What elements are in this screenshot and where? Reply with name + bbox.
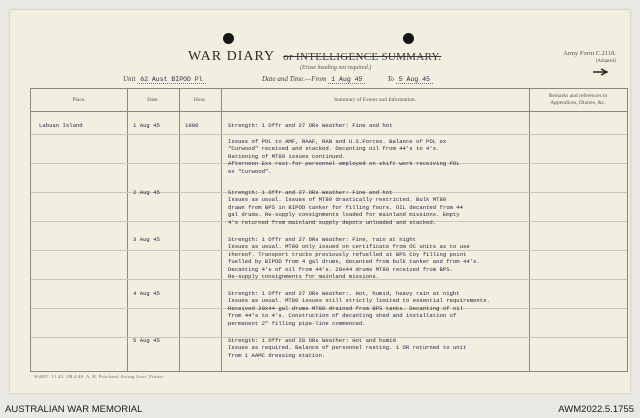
summary-entry: [228, 189, 463, 226]
summary-entry: [228, 290, 490, 327]
archive-name: AUSTRALIAN WAR MEMORIAL: [5, 404, 143, 415]
summary-line: Issues as required. Balance of personnel resting. 1 OR returned to unit: [228, 344, 467, 352]
col-divider: [127, 89, 128, 371]
archive-reference: AWM2022.5.1755: [558, 404, 634, 415]
unit-line: [123, 75, 206, 84]
summary-line: Decanting 4's of oil from 44's. 20x44 drums MT80 received from BPS.: [228, 265, 453, 273]
column-header-hour: Hour.: [193, 97, 207, 103]
summary-line: Issues as usual. MT80 only issued on certificate from OC units as to use: [228, 243, 470, 251]
summary-line: Issues as usual. MT80 issues still strictly limited to essential requirements.: [228, 297, 490, 305]
summary-line: Strength: 1 Offr and 27 ORs Weather: Fine and hot: [228, 189, 393, 196]
arrow-mark-icon: [593, 68, 611, 76]
to-label: To: [387, 75, 394, 83]
header-divider: [31, 111, 627, 112]
summary-line: fuelled by BIPOD from 4 gal drums, decanted from bulk tanker and from 44's.: [228, 258, 480, 266]
unit-value: 62 Aust BIPOD Pl: [137, 76, 205, 84]
heading-note: (Erase heading not required.): [300, 65, 372, 71]
unit-label: Unit: [123, 75, 136, 83]
column-header-remarks: [529, 93, 627, 107]
form-number-sub: (Adapted): [595, 59, 616, 64]
summary-line: "Curwood" received and stacked. Decanting oil from 44's to 4's.: [228, 145, 440, 153]
summary-line: ex "Curwood".: [228, 167, 272, 175]
column-header-date: Date.: [147, 97, 159, 103]
summary-line: drawn from BPS in BIPOD tanker for filling fours. OIL decanted from 44: [228, 203, 463, 211]
summary-line: Re-supply consignments for mainland missions.: [228, 273, 380, 281]
summary-entry: [228, 122, 392, 129]
date-cell: 1 Aug 45: [133, 122, 160, 129]
summary-line: Issues as usual. Issues of MT80 drastically restricted. Bulk MT80: [228, 196, 447, 204]
summary-line: from 44's to 4's. Construction of decanting shed and installation of: [228, 312, 457, 320]
summary-line: Afternoon Exx rest for personnel employed on shift work receiving POL: [228, 160, 460, 168]
form-number-main: Army Form C.2118.: [563, 50, 616, 57]
summary-line: permanent 2" filling pipe-line commenced.: [228, 319, 366, 327]
summary-line: Strength: 1 Offr and 28 ORs Weather: Hot and humid: [228, 337, 396, 344]
summary-entry: [228, 138, 460, 175]
to-value: 5 Aug 45: [396, 76, 433, 84]
printer-imprint: W4007. 11.43. 1M.4/40. A. H. Pritchard, Acting Govt. Printer.: [34, 374, 165, 379]
summary-line: thereof. Transport trucks previously refuelled at BPS Coy filling point: [228, 250, 467, 258]
summary-line: Strength: 1 Offr and 27 ORs Weather:. Hot, humid, heavy rain at night: [228, 290, 460, 297]
date-time-line: [262, 75, 433, 84]
summary-entry: [228, 337, 466, 359]
summary-line: from 1 AAMC dressing station.: [228, 351, 326, 359]
summary-line: gal drums. Re-supply consignments loaded for mainland missions. Empty: [228, 211, 460, 219]
remarks-header-line: Remarks and references to: [548, 93, 608, 99]
place-cell: Labuan Island: [39, 122, 83, 129]
summary-entry: [228, 236, 480, 280]
column-header-summary: Summary of Events and Information.: [333, 97, 417, 103]
form-number: [558, 50, 616, 66]
punch-hole-right: [403, 33, 414, 44]
date-cell: 3 Aug 45: [133, 236, 160, 243]
row-rule: [31, 134, 627, 135]
page-title: [188, 49, 441, 65]
summary-line: Rationing of MT80 issues continued.: [228, 152, 346, 160]
date-time-label: Date and Time.—From: [262, 75, 327, 83]
date-cell: 2 Aug 45: [133, 189, 160, 196]
column-header-place: Place.: [72, 97, 86, 103]
remarks-header-line: Appendices, Diaries, &c.: [550, 100, 606, 106]
diary-table: [30, 88, 628, 372]
punch-hole-left: [223, 33, 234, 44]
summary-line: Strength: 1 Offr and 27 ORs Weather: Fine and hot: [228, 122, 393, 129]
struck-heading: or INTELLIGENCE SUMMARY.: [283, 51, 442, 63]
summary-line: Received 20x44 gal drums MT80 drained from BPS tanks. Decanting of oil: [228, 304, 463, 312]
date-cell: 5 Aug 45: [133, 337, 160, 344]
hour-cell: 1800: [185, 122, 199, 129]
col-divider: [179, 89, 180, 371]
diary-sheet: [10, 10, 630, 393]
summary-line: Strength: 1 Offr and 27 ORs Weather: Fine, rain at night: [228, 236, 416, 243]
summary-line: 4's returned from mainland supply depots unloaded and stacked.: [228, 218, 437, 226]
summary-line: Issues of POL to AMF, RAAF, RAN and U.S.Forces. Balance of POL ex: [228, 138, 447, 145]
date-cell: 4 Aug 45: [133, 290, 160, 297]
title-war-diary: WAR DIARY: [188, 49, 276, 64]
col-divider: [529, 89, 530, 371]
col-divider: [221, 89, 222, 371]
from-value: 1 Aug 45: [328, 76, 365, 84]
